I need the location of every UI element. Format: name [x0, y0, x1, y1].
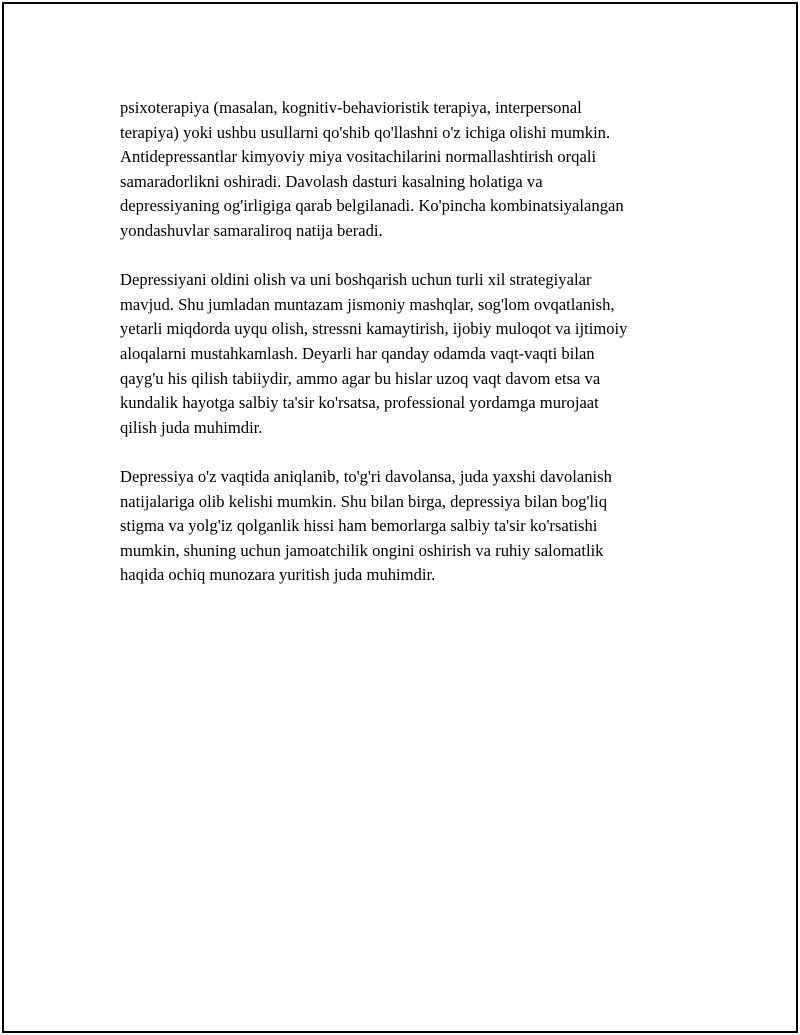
paragraph-outcomes: Depressiya o'z vaqtida aniqlanib, to'g'ri davolansa, juda yaxshi davolanish natijalariga olib kelishi mumkin. Shu bilan birga, depressiya bilan bog'liq stigma va yolg'iz qolganlik hissi ham bemorlarga salbiy ta'sir ko'rsatishi mumkin, shuning uchun jamoatchilik ongini oshirish va ruhiy salomatlik haqida ochiq munozara yuritish juda muhimdir. [120, 466, 612, 585]
document-body [120, 96, 690, 612]
paragraph-prevention: Depressiyani oldini olish va uni boshqarish uchun turli xil strategiyalar mavjud. Shu jumladan muntazam jismoniy mashqlar, sog'lom ovqatlanish, yetarli miqdorda uyqu olish, stressni kamaytirish, ijobiy muloqot va ijtimoiy aloqalarni mustahkamlash. Deyarli har qanday odamda vaqt-vaqti bilan qayg'u his qilish tabiiydir, ammo agar bu hislar uzoq vaqt davom etsa va kundalik hayotga salbiy ta'sir ko'rsatsa, professional yordamga murojaat qilish juda muhimdir. [120, 270, 628, 437]
document-page [2, 2, 798, 1033]
paragraph-treatment: psixoterapiya (masalan, kognitiv-behavioristik terapiya, interpersonal terapiya) yoki ushbu usullarni qo'shib qo'llashni o'z ichiga olishi mumkin. Antidepressantlar kimyoviy miya vositachilarini normallashtirish orqali samaradorlikni oshiradi. Davolash dasturi kasalning holatiga va depressiyaning og'irligiga qarab belgilanadi. Ko'pincha kombinatsiyalangan yondashuvlar samaraliroq natija beradi. [120, 98, 624, 240]
